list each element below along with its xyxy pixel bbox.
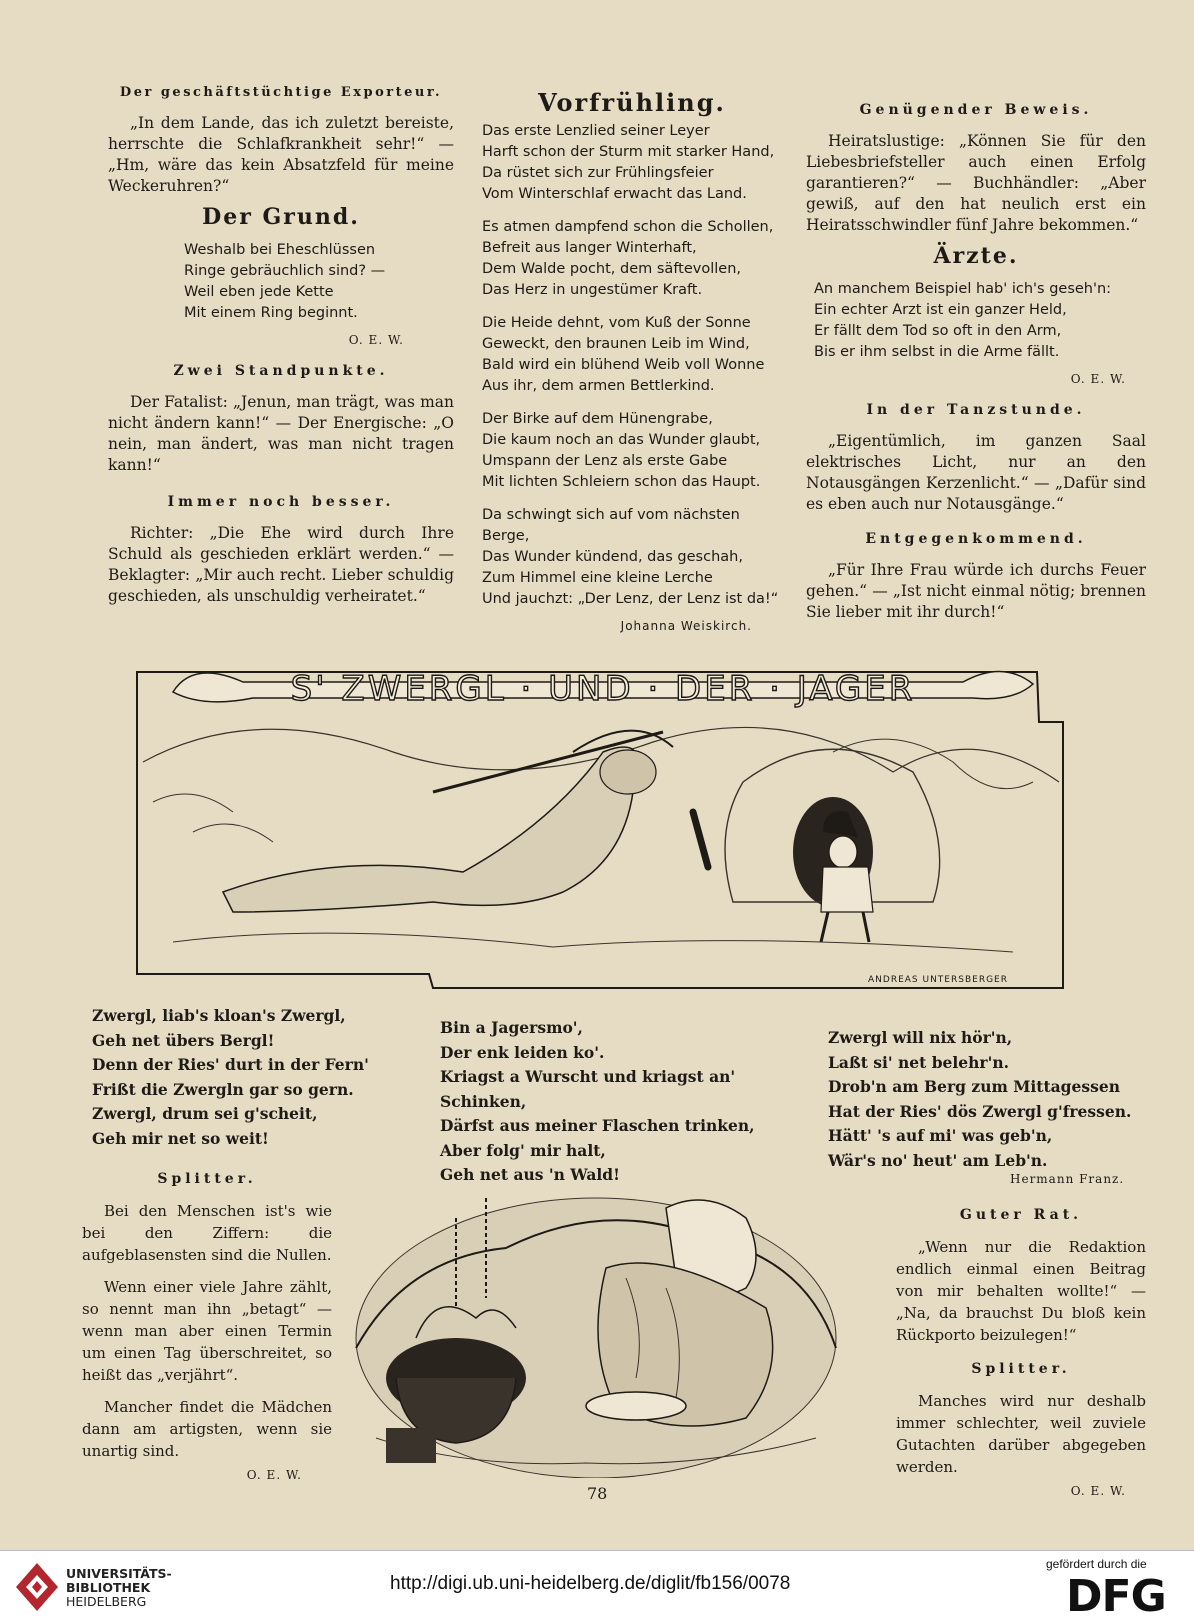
exporteur-text: „In dem Lande, das ich zuletzt bereiste, herrschte die Schlafkrankheit sehr!“ — „Hm, wäre das kein Absatzfeld für meine Weckeruhren?“ — [108, 114, 454, 195]
splitter-left-p2: Wenn einer viele Jahre zählt, so nennt man ihn „betagt“ — wenn man aber einen Termin um einen Tag überschreitet, so heißt das „verjährt“. — [82, 1278, 332, 1384]
splitter-left-p1: Bei den Menschen ist's wie bei den Ziffern: die aufgeblasensten sind die Nullen. — [82, 1202, 332, 1264]
bottom-left-splitter — [82, 1164, 332, 1486]
besser-text: Richter: „Die Ehe wird durch Ihre Schuld als geschieden erklärt werden.“ — Beklagter: „Mir auch recht. Lieber schuldig geschieden, als unschuldig verheiratet.“ — [108, 524, 454, 605]
rat-title: Guter Rat. — [959, 1207, 1083, 1223]
standpunkte-title: Zwei Standpunkte. — [173, 363, 389, 379]
splitter-right-signature: O. E. W. — [1070, 1484, 1126, 1498]
grund-verse: Weshalb bei Eheschlüssen Ringe gebräuchlich sind? — Weil eben jede Kette Mit einem Ring beginnt. — [184, 242, 386, 321]
giant-illustration-svg — [346, 1178, 846, 1478]
splitter-right-title: Splitter. — [971, 1361, 1071, 1377]
zwergl-illustration — [133, 662, 1069, 992]
dfg-logo: DFG — [1066, 1571, 1166, 1622]
splitter-left-title: Splitter. — [157, 1171, 257, 1187]
grund-signature: O. E. W. — [348, 333, 404, 347]
column-right — [806, 96, 1146, 633]
aerzte-title: Ärzte. — [933, 243, 1019, 269]
column-middle — [482, 86, 782, 647]
ballad-signature: Hermann Franz. — [1010, 1172, 1125, 1186]
banner-title: S' ZWERGL · UND · DER · JAGER — [290, 669, 916, 709]
standpunkte-text: Der Fatalist: „Jenun, man trägt, was man nicht ändern kann!“ — Der Energische: „O nein, man ändert, was man nicht tragen kann!“ — [108, 393, 454, 474]
entgegen-title: Entgegenkommend. — [865, 531, 1087, 547]
column-left — [108, 78, 454, 617]
entgegen-text: „Für Ihre Frau würde ich durchs Feuer gehen.“ — „Ist nicht einmal nötig; brennen Sie lieber mit ihr durch!“ — [806, 561, 1146, 621]
splitter-left-signature: O. E. W. — [246, 1468, 302, 1482]
vorfruehling-stanza-5: Da schwingt sich auf vom nächsten Berge, Das Wunder kündend, das geschah, Zum Himmel eine kleine Lerche Und jauchzt: „Der Lenz, der Lenz ist da!“ — [482, 507, 779, 607]
artist-signature: ANDREAS UNTERSBERGER — [868, 975, 1008, 985]
vorfruehling-stanza-1: Das erste Lenzlied seiner Leyer Harft schon der Sturm mit starker Hand, Da rüstet sich zur Frühlingsfeier Vom Winterschlaf erwacht das Land. — [482, 123, 775, 202]
ballad-column-3: Zwergl will nix hör'n, Laßt si' net belehr'n. Drob'n am Berg zum Mittagessen Hat der Ries' dös Zwergl g'fressen. Hätt' 's auf mi' was geb'n, Wär's no' heut' am Leb'n. — [828, 1028, 1132, 1170]
grund-title: Der Grund. — [202, 204, 360, 230]
tanz-text: „Eigentümlich, im ganzen Saal elektrisches Licht, nur an den Notausgängen Kerzenlicht.“ — „Dafür sind es eben auch nur Notausgänge.“ — [806, 432, 1146, 513]
tanz-title: In der Tanzstunde. — [866, 402, 1086, 418]
vorfruehling-stanza-2: Es atmen dampfend schon die Schollen, Befreit aus langer Winterhaft, Dem Walde pocht, dem säftevollen, Das Herz in ungestümer Kraft. — [482, 219, 774, 298]
page-number: 78 — [587, 1484, 608, 1503]
bottom-right-column — [896, 1200, 1146, 1502]
footer-bar — [0, 1550, 1194, 1623]
permalink-url[interactable]: http://digi.ub.uni-heidelberg.de/diglit/fb156/0078 — [390, 1573, 791, 1594]
splitter-right-text: Manches wird nur deshalb immer schlechter, weil zuviele Gutachten darüber abgegeben werden. — [896, 1392, 1146, 1476]
funding-note: gefördert durch die — [1046, 1557, 1147, 1571]
zwergl-illustration-svg — [133, 662, 1069, 992]
ballad-column-1: Zwergl, liab's kloan's Zwergl, Geh net übers Bergl! Denn der Ries' durt in der Fern' Frißt die Zwergln gar so gern. Zwergl, drum sei g'scheit, Geh mir net so weit! — [92, 1006, 369, 1148]
giant-illustration — [346, 1178, 846, 1478]
beweis-title: Genügender Beweis. — [859, 102, 1093, 118]
library-logo-icon — [14, 1561, 60, 1613]
besser-title: Immer noch besser. — [167, 494, 395, 510]
vorfruehling-stanza-4: Der Birke auf dem Hünengrabe, Die kaum noch an das Wunder glaubt, Umspann der Lenz als erste Gabe Mit lichten Schleiern schon das Haupt. — [482, 411, 761, 490]
aerzte-verse: An manchem Beispiel hab' ich's geseh'n: Ein echter Arzt ist ein ganzer Held, Er fällt dem Tod so oft in den Arm, Bis er ihm selbst in die Arme fällt. — [814, 281, 1112, 360]
splitter-left-p3: Mancher findet die Mädchen dann am artigsten, wenn sie unartig sind. — [82, 1398, 332, 1460]
vorfruehling-title: Vorfrühling. — [538, 88, 726, 117]
vorfruehling-stanza-3: Die Heide dehnt, vom Kuß der Sonne Geweckt, den braunen Leib im Wind, Bald wird ein blühend Weib voll Wonne Aus ihr, dem armen Bettlerkind. — [482, 315, 765, 394]
library-name: UNIVERSITÄTS- BIBLIOTHEK HEIDELBERG — [66, 1566, 172, 1609]
ballad-column-2: Bin a Jagersmo', Der enk leiden ko'. Kriagst a Wurscht und kriagst an' Schinken, Därfst aus meiner Flaschen trinken, Aber folg' mir halt, Geh net aus 'n Wald! — [440, 1018, 755, 1184]
vorfruehling-signature: Johanna Weiskirch. — [620, 619, 752, 633]
aerzte-signature: O. E. W. — [1070, 372, 1126, 386]
beweis-text: Heiratslustige: „Können Sie für den Liebesbriefsteller auch einen Erfolg garantieren?“ — Buchhändler: „Aber gewiß, auf den hat neulich erst ein Heiratsschwindler fünf Jahre bekommen.“ — [806, 132, 1146, 234]
rat-text: „Wenn nur die Redaktion endlich einmal einen Beitrag von mir behalten wollte!“ — „Na, da brauchst Du bloß kein Rückporto beizulegen!“ — [896, 1238, 1146, 1344]
exporteur-title: Der geschäftstüchtige Exporteur. — [119, 85, 443, 100]
